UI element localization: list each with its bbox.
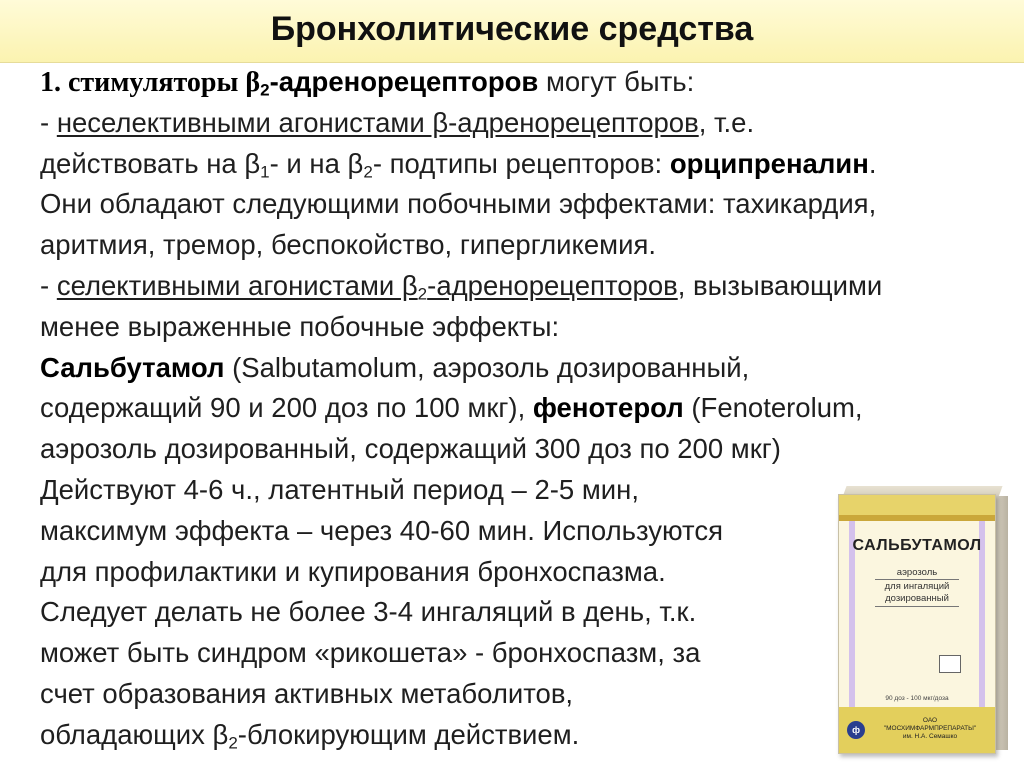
text-line: может быть синдром «рикошета» - бронхоспазм, за [40, 637, 701, 669]
text: - подтипы рецепторов: [372, 147, 670, 179]
subscript: 2 [260, 80, 270, 100]
text-line: для профилактики и купирования бронхоспазма. [40, 555, 666, 587]
box-side [994, 496, 1008, 750]
text: , вызывающими [677, 269, 883, 301]
subscript: 2 [363, 161, 373, 181]
heading-text: 1. стимуляторы β [40, 67, 261, 98]
text: - [40, 106, 57, 138]
text-line [40, 348, 1015, 389]
box-text: ОАО [922, 717, 938, 724]
salbutamol-box-image [838, 486, 1008, 758]
box-text: аэрозоль [896, 567, 938, 578]
text: (Fenoterolum, [683, 392, 863, 424]
box-band [839, 515, 995, 521]
box-description [839, 567, 995, 607]
text: . [868, 147, 877, 179]
text-line: Действуют 4-6 ч., латентный период – 2-5 мин, [40, 473, 639, 505]
text: обладающих β [40, 718, 229, 750]
text-line [40, 266, 1015, 307]
box-mark-icon [939, 655, 961, 673]
text: действовать на β [40, 147, 261, 179]
text: - [40, 269, 57, 301]
text-line: аритмия, тремор, беспокойство, гипергликемия. [40, 229, 656, 261]
box-band [839, 495, 995, 515]
box-front [838, 494, 996, 754]
text: , т.е. [698, 106, 755, 138]
text: содержащий 90 и 200 доз по 100 мкг), [40, 392, 533, 424]
underlined-text: неселективными агонистами β-адренорецепторов [56, 106, 699, 138]
box-text: дозированный [885, 593, 949, 604]
text-line [40, 103, 1015, 144]
box-text: для ингаляций [884, 581, 950, 592]
subscript: 1 [260, 161, 270, 181]
manufacturer-logo-icon: ф [847, 721, 865, 739]
slide-title: Бронхолитические средства [270, 10, 754, 48]
text-line: аэрозоль дозированный, содержащий 300 доз по 200 мкг) [40, 433, 781, 465]
box-text-block [875, 579, 960, 607]
heading-text: -адренорецепторов [269, 66, 539, 97]
drug-name: фенотерол [532, 392, 684, 424]
underlined-text [56, 269, 678, 304]
subscript: 2 [417, 284, 428, 304]
text-line: менее выраженные побочные эффекты: [40, 310, 560, 342]
box-text: "МОСХИМФАРМПРЕПАРАТЫ" [883, 725, 977, 732]
text-line: Следует делать не более 3-4 ингаляций в день, т.к. [40, 596, 697, 628]
title-bar [0, 0, 1024, 63]
box-dose: 90 доз - 100 мкг/доза [885, 695, 949, 702]
drug-name: орципреналин [669, 147, 869, 179]
subscript: 2 [228, 733, 238, 752]
drug-name: Сальбутамол [40, 351, 225, 383]
text-line [40, 62, 1015, 103]
text: -адренорецепторов [427, 269, 678, 301]
text: (Salbutamolum, аэрозоль дозированный, [224, 351, 750, 383]
text-line: счет образования активных метаболитов, [40, 677, 574, 709]
text-line [40, 388, 1015, 429]
text-line [40, 144, 1015, 185]
text-line: Они обладают следующими побочными эффектами: тахикардия, [40, 188, 877, 220]
text-line: максимум эффекта – через 40-60 мин. Используются [40, 514, 723, 546]
text: - и на β [269, 147, 364, 179]
text: селективными агонистами β [56, 269, 418, 301]
box-text: им. Н.А. Семашко [902, 733, 958, 740]
text: могут быть: [538, 66, 695, 97]
box-product-name: САЛЬБУТАМОЛ [852, 537, 982, 554]
text: -блокирующим действием. [237, 718, 580, 750]
box-manufacturer [867, 717, 993, 741]
